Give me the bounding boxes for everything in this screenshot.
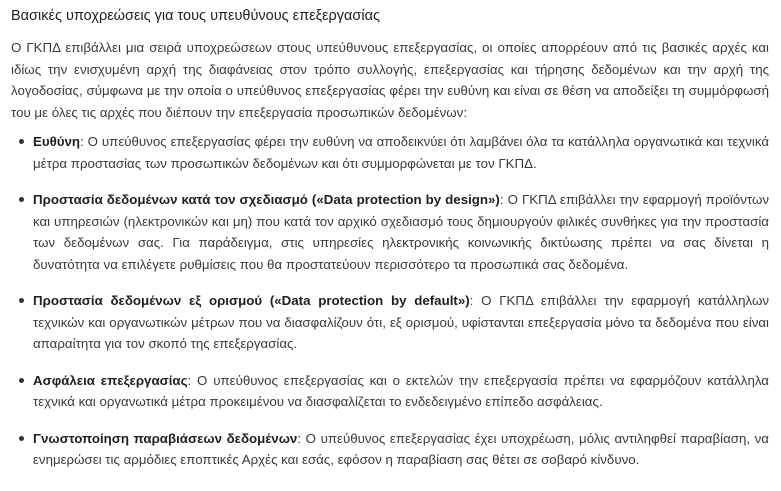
- intro-paragraph: Ο ΓΚΠΔ επιβάλλει μια σειρά υποχρεώσεων στους υπεύθυνους επεξεργασίας, οι οποίες απορρέουν από τις βασικές αρχές και ιδίως την ενισχυμένη αρχή της διαφάνειας στον τρόπο συλλογής, επεξεργασίας και τήρησης δεδομένων και την αρχή της λογοδοσίας, σύμφωνα με την οποία ο υπεύθυνος επεξεργασίας φέρει την ευθύνη και είναι σε θέση να αποδείξει τη συμμόρφωσή του με όλες τις αρχές που διέπουν την επεξεργασία προσωπικών δεδομένων:: [11, 40, 769, 120]
- item-text: : Ο υπεύθυνος επεξεργασίας και ο εκτελών την επεξεργασία πρέπει να εφαρμόζουν κατάλληλα τεχνικά και οργανωτικά μέτρα προκειμένου να διασφαλίζεται το ενδεδειγμένο επίπεδο ασφάλειας.: [33, 372, 769, 409]
- item-text: : Ο υπεύθυνος επεξεργασίας φέρει την ευθύνη να αποδεικνύει ότι λαμβάνει όλα τα κατάλληλα οργανωτικά και τεχνικά μέτρα προστασίας των προσωπικών δεδομένων και ότι συμμορφώνεται με τον ΓΚΠΔ.: [33, 134, 769, 171]
- bullet-icon: [19, 197, 24, 202]
- list-item-processing-security: [33, 370, 769, 413]
- list-item-accountability: [33, 131, 769, 174]
- list-item-privacy-by-design: [33, 189, 769, 275]
- item-text: : Ο ΓΚΠΔ επιβάλλει την εφαρμογή κατάλληλων τεχνικών και οργανωτικών μέτρων που να διασφαλίζουν ότι, εξ ορισμού, υφίστανται επεξεργασία μόνο τα δεδομένα που είναι απαραίτητα για τον σκοπό της επεξεργασίας.: [33, 293, 769, 351]
- bullet-icon: [19, 139, 24, 144]
- item-text: : Ο υπεύθυνος επεξεργασίας έχει υποχρέωση, μόλις αντιληφθεί παραβίαση, να ενημερώσει τις αρμόδιες εποπτικές Αρχές και εσάς, εφόσον η παραβίαση σας θέτει σε σοβαρό κίνδυνο.: [33, 430, 769, 467]
- item-term: Ασφάλεια επεξεργασίας: [33, 372, 188, 388]
- item-term: Προστασία δεδομένων εξ ορισμού («Data protection by default»): [33, 293, 470, 308]
- obligations-list: [11, 131, 769, 471]
- list-item-breach-notification: [33, 428, 769, 471]
- bullet-icon: [19, 378, 24, 383]
- list-item-privacy-by-default: [33, 290, 769, 355]
- item-term: Γνωστοποίηση παραβιάσεων δεδομένων: [33, 430, 298, 446]
- bullet-icon: [19, 436, 24, 441]
- bullet-icon: [19, 298, 24, 303]
- item-term: Προστασία δεδομένων κατά τον σχεδιασμό («Data protection by design»): [33, 192, 500, 207]
- item-text: : Ο ΓΚΠΔ επιβάλλει την εφαρμογή προϊόντων και υπηρεσιών (ηλεκτρονικών και μη) που κατά τον αρχικό σχεδιασμό τους δημιουργούν φιλικές συνθήκες για την προστασία των δεδομένων σας. Για παράδειγμα, στις υπηρεσίες ηλεκτρονικής κοινωνικής δικτύωσης πρέπει να σας δίνεται η δυνατότητα να επιλέγετε ρυθμίσεις που θα προστατεύουν περισσότερο τα προσωπικά σας δεδομένα.: [33, 192, 770, 272]
- item-term: Ευθύνη: [33, 134, 81, 149]
- section-title: Βασικές υποχρεώσεις για τους υπευθύνους επεξεργασίας: [11, 8, 380, 24]
